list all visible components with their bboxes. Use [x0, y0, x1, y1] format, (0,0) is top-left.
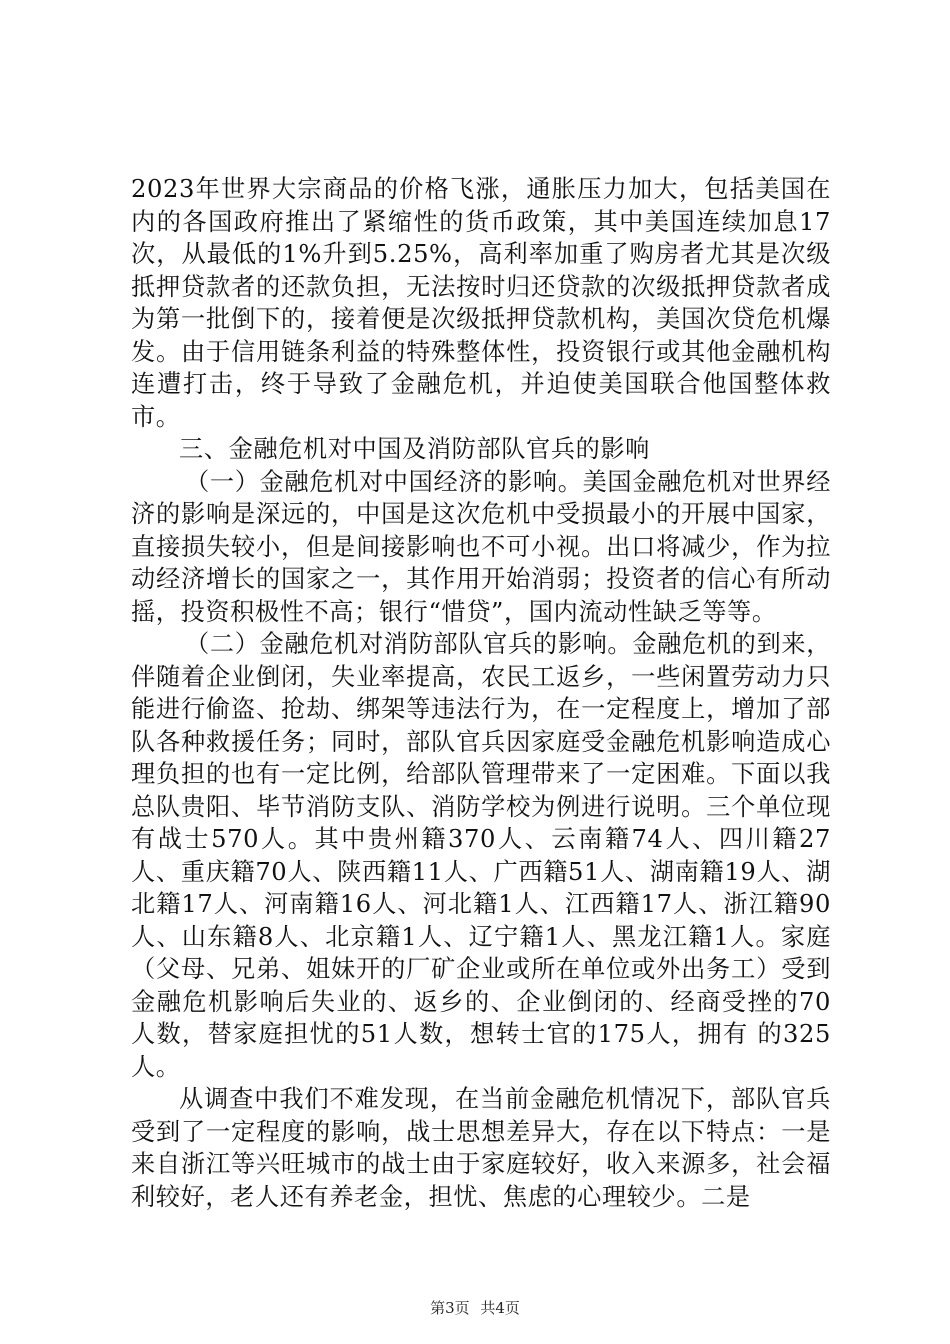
paragraph-survey-findings: 从调查中我们不难发现，在当前金融危机情况下，部队官兵受到了一定程度的影响，战士思想差异大，存在以下特点：一是来自浙江等兴旺城市的战士由于家庭较好，收入来源多，社会福利较好，老人还有养老金，担忧、焦虑的心理较少。二是 — [131, 1085, 831, 1211]
page-total: 共4页 — [480, 1299, 520, 1317]
page-footer — [0, 1298, 950, 1318]
section-heading: 三、金融危机对中国及消防部队官兵的影响 — [179, 435, 650, 463]
paragraph-fire-troops: （二）金融危机对消防部队官兵的影响。金融危机的到来，伴随着企业倒闭，失业率提高，农民工返乡，一些闲置劳动力只能进行偷盗、抢劫、绑架等违法行为，在一定程度上，增加了部队各种救援任务；同时，部队官兵因家庭受金融危机影响造成心理负担的也有一定比例，给部队管理带来了一定困难。下面以我总队贵阳、毕节消防支队、消防学校为例进行说明。三个单位现有战士570人。其中贵州籍370人、云南籍74人、四川籍27人、重庆籍70人、陕西籍11人、广西籍51人、湖南籍19人、湖北籍17人、河南籍16人、河北籍1人、江西籍17人、浙江籍90人、山东籍8人、北京籍1人、辽宁籍1人、黑龙江籍1人。家庭（父母、兄弟、姐妹开的厂矿企业或所在单位或外出务工）受到金融危机影响后失业的、返乡的、企业倒闭的、经商受挫的70人数，替家庭担忧的51人数，想转士官的175人，拥有 的325人。 — [131, 630, 831, 1081]
document-body — [131, 173, 831, 1213]
paragraph-china-economy: （一）金融危机对中国经济的影响。美国金融危机对世界经济的影响是深远的，中国是这次危机中受损最小的开展中国家，直接损失较小，但是间接影响也不可小视。出口将减少，作为拉动经济增长的国家之一，其作用开始消弱；投资者的信心有所动摇，投资积极性不高；银行“惜贷”，国内流动性缺乏等等。 — [131, 467, 831, 626]
page-number: 第3页 — [430, 1299, 470, 1317]
paragraph-background: 2023年世界大宗商品的价格飞涨，通胀压力加大，包括美国在内的各国政府推出了紧缩性的货币政策，其中美国连续加息17次，从最低的1%升到5.25%，高利率加重了购房者尤其是次级抵押贷款者的还款负担，无法按时归还贷款的次级抵押贷款者成为第一批倒下的，接着便是次级抵押贷款机构，美国次贷危机爆发。由于信用链条利益的特殊整体性，投资银行或其他金融机构连遭打击，终于导致了金融危机，并迫使美国联合他国整体救市。 — [131, 175, 831, 431]
